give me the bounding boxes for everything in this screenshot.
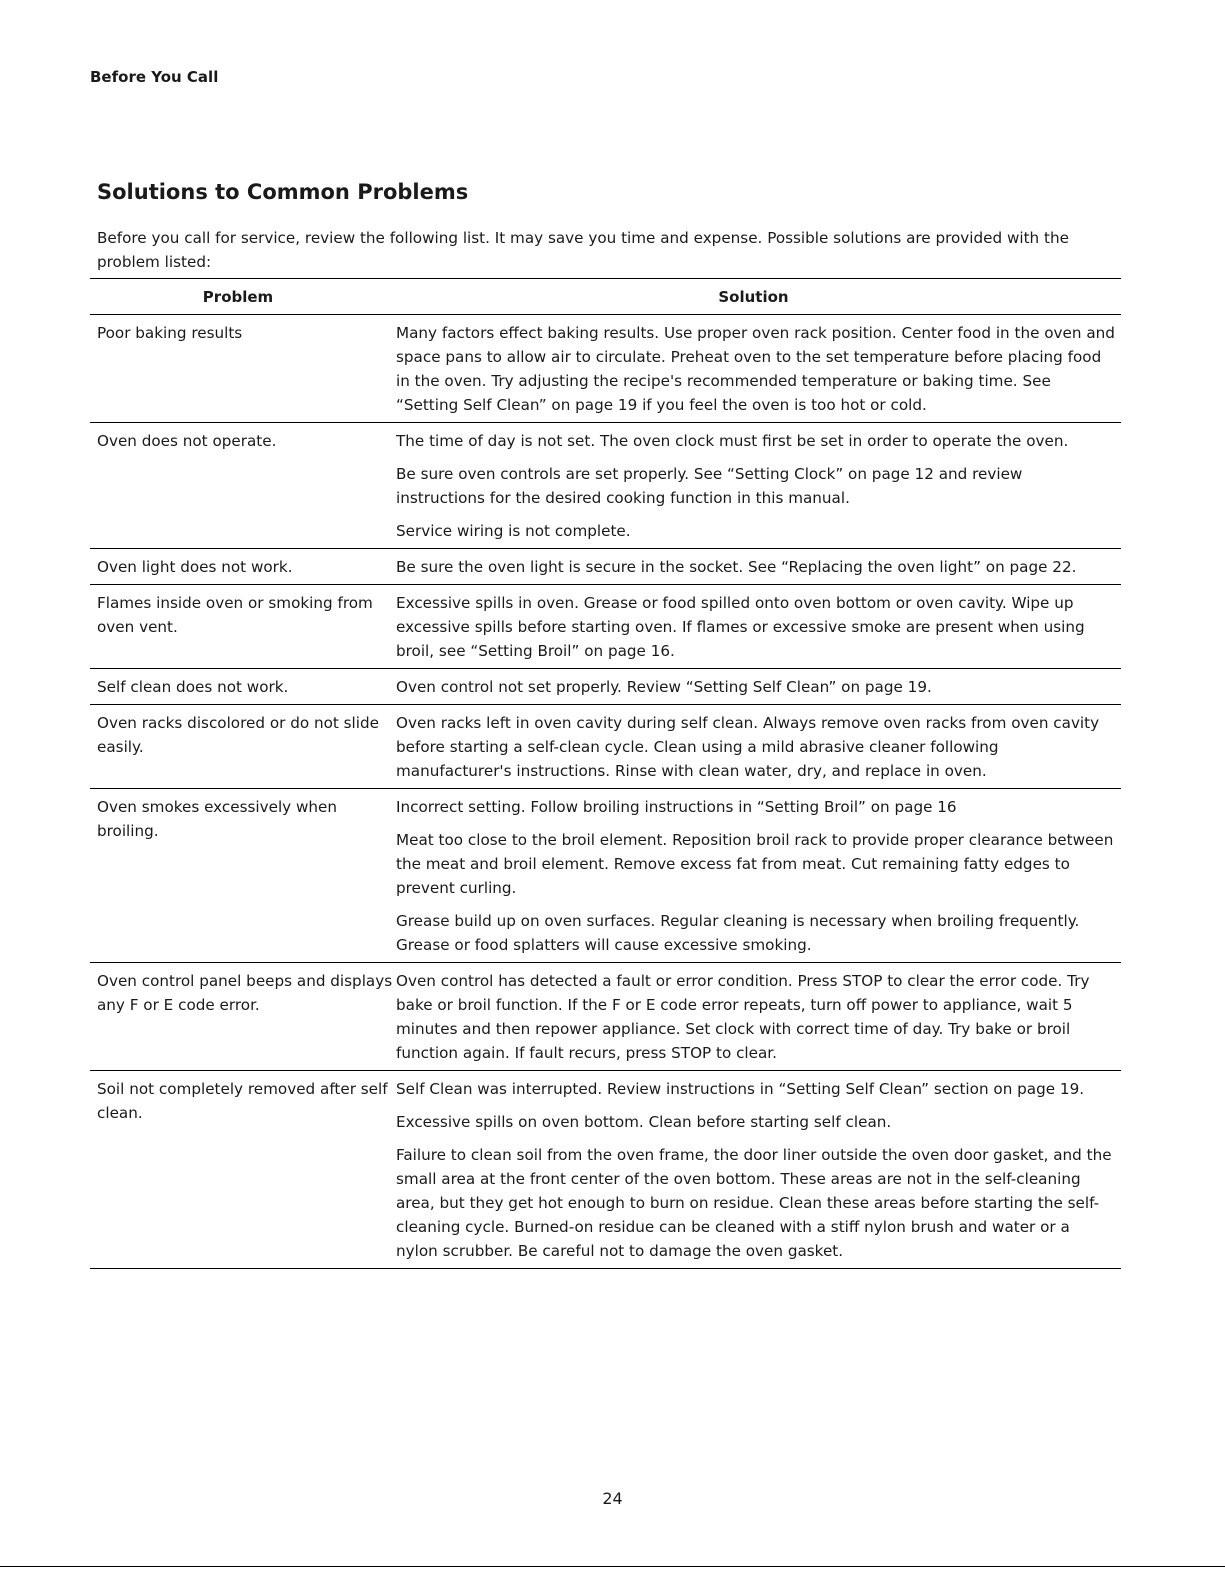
page-title: Solutions to Common Problems — [97, 180, 469, 204]
solution-text: Excessive spills in oven. Grease or food spilled onto oven bottom or oven cavity. Wipe up excessive spills before starting oven. If flames or excessive smoke are present when using broil, see “Setting Broil” on page 16. — [396, 594, 1085, 660]
solution-text: Oven control not set properly. Review “Setting Self Clean” on page 19. — [396, 678, 932, 696]
table-header-row — [90, 279, 1121, 315]
table-row — [90, 963, 1121, 1071]
solution-cell — [396, 321, 1121, 417]
table-row — [90, 549, 1121, 585]
solution-cell — [396, 1077, 1121, 1263]
solution-cell — [396, 429, 1121, 543]
table-row — [90, 1071, 1121, 1269]
table-row — [90, 585, 1121, 669]
table-row — [90, 315, 1121, 423]
solution-cell — [396, 555, 1121, 579]
table-row — [90, 789, 1121, 963]
solution-text: Grease build up on oven surfaces. Regular cleaning is necessary when broiling frequently. Grease or food splatters will cause excessive smoking. — [396, 912, 1080, 954]
solution-text: Excessive spills on oven bottom. Clean before starting self clean. — [396, 1113, 892, 1131]
solution-text: Be sure oven controls are set properly. See “Setting Clock” on page 12 and review instructions for the desired cooking function in this manual. — [396, 465, 1023, 507]
solution-text: Incorrect setting. Follow broiling instructions in “Setting Broil” on page 16 — [396, 798, 957, 816]
table-row — [90, 669, 1121, 705]
solution-text: Failure to clean soil from the oven frame, the door liner outside the oven door gasket, and the small area at the front center of the oven bottom. These areas are not in the self-cleaning area, but they get hot enough to burn on residue. Clean these areas before starting the self-cleaning cycle. Burned-on residue can be cleaned with a stiff nylon brush and water or a nylon scrubber. Be careful not to damage the oven gasket. — [396, 1146, 1112, 1260]
problem-cell: Soil not completely removed after self clean. — [97, 1080, 388, 1122]
solution-text: Many factors effect baking results. Use proper oven rack position. Center food in the oven and space pans to allow air to circulate. Preheat oven to the set temperature before placing food in the oven. Try adjusting the recipe's recommended temperature or baking time. See “Setting Self Clean” on page 19 if you feel the oven is too hot or cold. — [396, 324, 1115, 414]
solution-cell — [396, 795, 1121, 957]
problem-cell: Poor baking results — [97, 324, 243, 342]
solution-cell — [396, 711, 1121, 783]
section-header: Before You Call — [90, 68, 219, 86]
solution-text: The time of day is not set. The oven clock must first be set in order to operate the oven. — [396, 432, 1069, 450]
problem-cell: Oven does not operate. — [97, 432, 277, 450]
page-number: 24 — [602, 1489, 623, 1508]
table-row — [90, 423, 1121, 549]
bottom-divider — [0, 1566, 1225, 1567]
problem-cell: Oven smokes excessively when broiling. — [97, 798, 337, 840]
problem-cell: Self clean does not work. — [97, 678, 289, 696]
solution-text: Service wiring is not complete. — [396, 522, 631, 540]
solution-cell — [396, 969, 1121, 1065]
problem-cell: Oven light does not work. — [97, 558, 293, 576]
solution-text: Be sure the oven light is secure in the socket. See “Replacing the oven light” on page 22. — [396, 558, 1077, 576]
troubleshooting-table — [90, 278, 1121, 1269]
intro-paragraph: Before you call for service, review the following list. It may save you time and expense. Possible solutions are provided with the problem listed: — [97, 229, 1069, 271]
column-header-problem: Problem — [202, 287, 274, 306]
solution-cell — [396, 675, 1121, 699]
solution-text: Oven racks left in oven cavity during self clean. Always remove oven racks from oven cavity before starting a self-clean cycle. Clean using a mild abrasive cleaner following manufacturer's instructions. Rinse with clean water, dry, and replace in oven. — [396, 714, 1100, 780]
column-header-solution: Solution — [718, 287, 789, 306]
table-row — [90, 705, 1121, 789]
solution-text: Oven control has detected a fault or error condition. Press STOP to clear the error code. Try bake or broil function. If the F or E code error repeats, turn off power to appliance, wait 5 minutes and then repower appliance. Set clock with correct time of day. Try bake or broil function again. If fault recurs, press STOP to clear. — [396, 972, 1090, 1062]
problem-cell: Oven control panel beeps and displays any F or E code error. — [97, 972, 393, 1014]
table-body — [90, 315, 1121, 1269]
solution-text: Meat too close to the broil element. Reposition broil rack to provide proper clearance between the meat and broil element. Remove excess fat from meat. Cut remaining fatty edges to prevent curling. — [396, 831, 1114, 897]
problem-cell: Oven racks discolored or do not slide easily. — [97, 714, 379, 756]
solution-cell — [396, 591, 1121, 663]
solution-text: Self Clean was interrupted. Review instructions in “Setting Self Clean” section on page 19. — [396, 1080, 1085, 1098]
problem-cell: Flames inside oven or smoking from oven vent. — [97, 594, 373, 636]
